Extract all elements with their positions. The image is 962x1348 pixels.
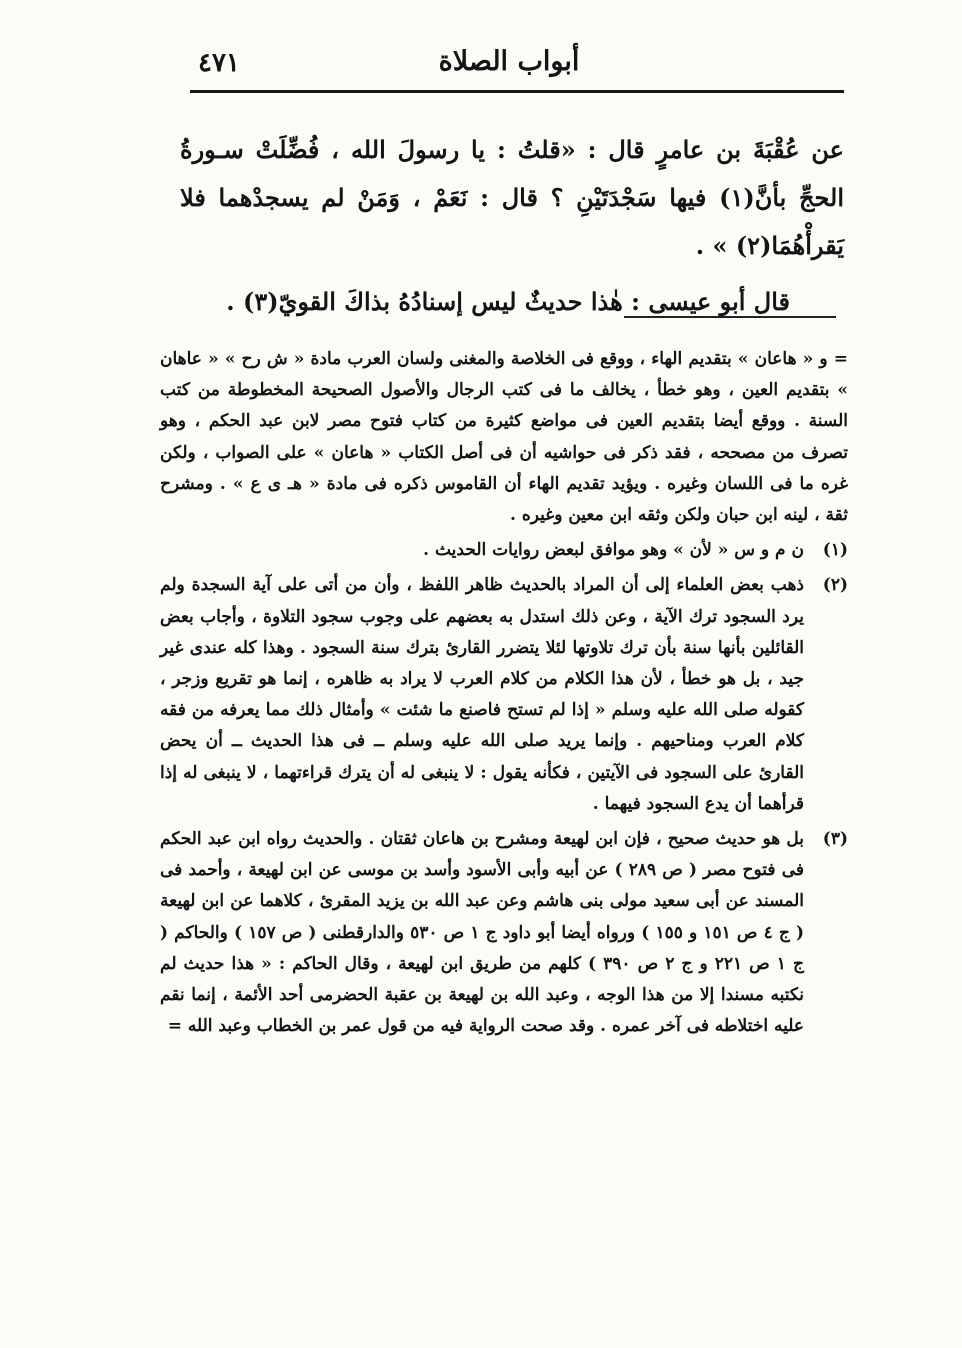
footnote-3 bbox=[160, 824, 848, 1042]
running-title: أبواب الصلاة bbox=[438, 46, 580, 77]
footnote-text: بل هو حديث صحيح ، فإن ابن لهيعة ومشرح بن هاعان ثقتان . والحديث رواه ابن عبد الحكم فى فتوح مصر ( ص ٢٨٩ ) عن أبيه وأبى الأسود وأسد بن موسى عن ابن لهيعة ، وأحمد فى المسند عن أبى سعيد مولى بنى هاشم وعن عبد الله بن يزيد المقرئ ، كلاهما عن ابن لهيعة ( ج ٤ ص ١٥١ و ١٥٥ ) ورواه أيضا أبو داود ج ١ ص ٥٣٠ والدارقطنى ( ص ١٥٧ ) والحاكم ( ج ١ ص ٢٢١ و ج ٢ ص ٣٩٠ ) كلهم من طريق ابن لهيعة ، وقال الحاكم : « هذا حديث لم نكتبه مسندا إلا من هذا الوجه ، وعبد الله بن لهيعة بن عقبة الحضرمى أحد الأئمة ، إنما نقم عليه اختلاطه فى آخر عمره . وقد صحت الرواية فيه من قول عمر بن الخطاب وعبد الله = bbox=[160, 829, 805, 1037]
header-rule bbox=[190, 90, 844, 93]
footnotes bbox=[160, 344, 848, 1046]
footnote-2 bbox=[160, 570, 848, 820]
footnote-separator bbox=[624, 316, 836, 318]
tirmidhi-comment: قال أبو عيسى : هٰذا حديثٌ ليس إسنادُهُ بذاكَ القويّ(٣) . bbox=[226, 287, 790, 316]
footnote-continuation bbox=[160, 344, 848, 531]
hadith-text: عن عُقْبَةَ بن عامرٍ قال : «قلتُ : يا رسولَ الله ، فُضِّلَتْ سـورةُ الحجِّ بأنَّ(١) فيها سَجْدَتَيْنِ ؟ قال : نَعَمْ ، وَمَنْ لم يسجدْهما فلا يَقرأْهُمَا(٢) » . bbox=[180, 135, 845, 260]
footnote-1 bbox=[160, 535, 848, 566]
footnote-marker: (٢) bbox=[822, 575, 848, 596]
footnote-continuation-text: = و « هاعان » بتقديم الهاء ، ووقع فى الخلاصة والمغنى ولسان العرب مادة « ش رح » « عاهان » بتقديم العين ، وهو خطأ ، يخالف ما فى كتب الرجال والأصول الصحيحة المخطوطة من كتب السنة . ووقع أيضا بتقديم العين فى مواضع كثيرة من كتاب فتوح مصر لابن عبد الحكم ، وهو تصرف من مصححه ، فقد ذكر فى حواشيه أن فى أصل الكتاب « هاعان » على الصواب ، ولكن غره ما فى اللسان وغيره . ويؤيد تقديم الهاء أن القاموس ذكره فى مادة « هـ ى ع » . ومشرح ثقة ، لينه ابن حبان ولكن وثقه ابن معين وغيره . bbox=[160, 349, 848, 526]
footnote-marker: (١) bbox=[822, 540, 848, 561]
footnote-text: ن م و س « لأن » وهو موافق لبعض روايات الحديث . bbox=[423, 540, 804, 561]
page-number: ٤٧١ bbox=[198, 48, 240, 78]
footnote-text: ذهب بعض العلماء إلى أن المراد بالحديث ظاهر اللفظ ، وأن من أتى على آية السجدة ولم يرد السجود ترك الآية ، وعن ذلك استدل به بعضهم على وجوب سجود التلاوة ، وأجاب بعض القائلين بأنها سنة بأن ترك تلاوتها لئلا يتضرر القارئ بترك سنة السجود . وهذا كله عندى غير جيد ، بل هو خطأ ، لأن هذا الكلام من كلام العرب لا يراد به ظاهره ، إنما هو تقريع وزجر ، كقوله صلى الله عليه وسلم « إذا لم تستح فاصنع ما شئت » وأمثال ذلك مما يعرفه من فقه كلام العرب ومناحيهم . وإنما يريد صلى الله عليه وسلم ــ فى هذا الحديث ــ أن يحض القارئ على السجود فى الآيتين ، فكأنه يقول : لا ينبغى له أن يترك قراءتهما ، لا ينبغى له إذا قرأهما أن يدع السجود فيهما . bbox=[160, 575, 804, 814]
page-header bbox=[188, 38, 830, 86]
footnote-marker: (٣) bbox=[822, 829, 848, 850]
main-text bbox=[180, 126, 844, 326]
